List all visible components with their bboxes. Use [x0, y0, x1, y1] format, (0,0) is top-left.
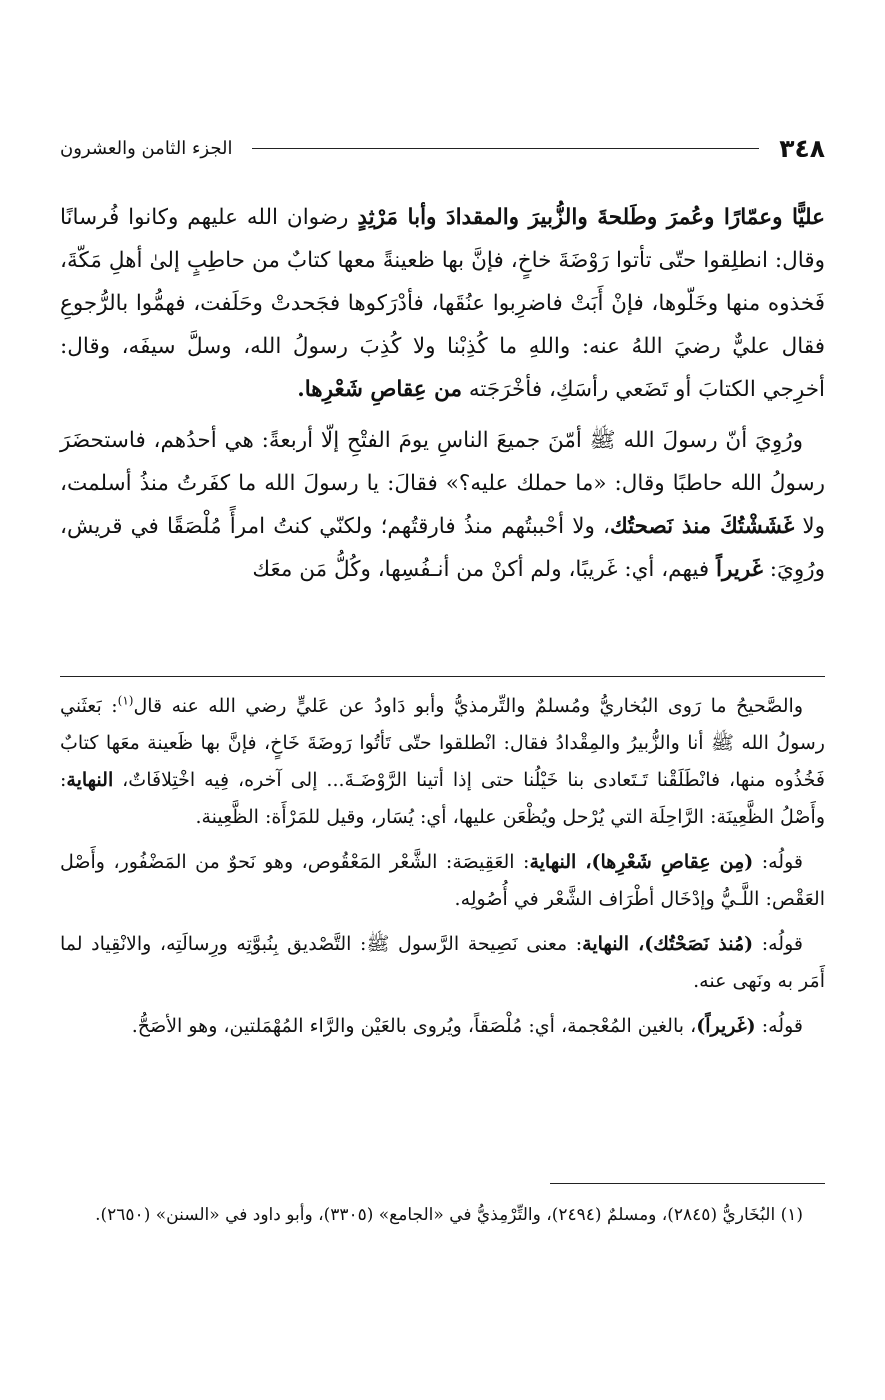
main-paragraph-2-bold-2: غَريراً: [716, 557, 763, 582]
commentary-1-text: والصَّحيحُ ما رَوى البُخاريُّ ومُسلمٌ والتِّرمذيُّ وأبو دَاودُ عن عَليٍّ رضي الله عنه قال: [133, 695, 803, 717]
main-paragraph-2-bold-1: غَشَشْتُكَ منذ نَصحتُك: [610, 514, 795, 539]
commentary-section: [60, 688, 825, 1053]
companions-names: عليًّا وعمّارًا وعُمرَ وطَلحةَ والزُّبيرَ والمقدادَ وأبا مَرْثِدٍ: [357, 205, 825, 230]
commentary-2-lead: قولُه:: [753, 851, 803, 873]
footnote-reference[interactable]: (١): [117, 693, 134, 708]
commentary-3-rest: : معنى نَصِيحة الرَّسول ﷺ: التَّصْديق بِنُبوَّتِه ورِسالَتِه، والانْقِياد لما أَمَر به ونَهى عنه.: [60, 933, 825, 992]
commentary-2-rest: : العَقِيصَة: الشَّعْر المَعْقُوص، وهو نَحوٌ من المَضْفُور، وأَصْل العَقْص: اللَّـيُّ وإدْخَال أطْرَاف الشَّعْر في أُصُولِه.: [60, 851, 825, 910]
commentary-paragraph-2: [60, 844, 825, 918]
document-page: [60, 0, 825, 1400]
main-paragraph-1: [60, 196, 825, 411]
commentary-divider: [60, 676, 825, 677]
commentary-3-lead: قولُه:: [753, 933, 803, 955]
commentary-paragraph-4: [60, 1008, 825, 1045]
main-paragraph-2-part-1: ورُوِيَ أنّ رسولَ الله ﷺ أمّنَ جميعَ الناسِ يومَ الفتْحِ إلّا أربعةً: هي أحدُهم، فاستحضَرَ رسولُ الله حاطبًا وقال: «ما حملك عليه؟» فقالَ: يا رسولَ الله ما كفَرتُ منذُ أسلمت، ولا: [60, 428, 825, 539]
header-rule: [252, 148, 759, 149]
running-title: الجزء الثامن والعشرون: [60, 137, 233, 159]
page-header: [60, 128, 825, 168]
main-paragraph-2: [60, 419, 825, 591]
commentary-1-end: : وأَصْلُ الظَّعِينَة: الرَّاحِلَة التي يُرْحل ويُظْعَن عليها، أي: يُسَار، وقيل للمَرْأَة: الظَّعِينة.: [60, 769, 825, 828]
page-number: ٣٤٨: [779, 133, 825, 163]
main-paragraph-1-bold-end: من عِقاصِ شَعْرِها.: [297, 377, 462, 402]
main-text: [60, 196, 825, 599]
commentary-4-bold: (غَريراً): [696, 1015, 756, 1037]
commentary-1-bold: النهاية: [66, 769, 114, 791]
main-paragraph-1-body: رضوان الله عليهم وكانوا فُرسانًا وقال: انطلِقوا حتّى تأتوا رَوْضَةَ خاخٍ، فإنَّ بها ظعينةً معها كتابٌ من حاطِبٍ إلىٰ أهلِ مَكّةَ، فَخذوه منها وخَلّوها، فإنْ أَبَتْ فاضرِبوا عنُقَها، فأدْرَكوها فجَحدتْ وحَلَفت، فهمُّوا بالرُّجوعِ فقال عليٌّ رضيَ اللهُ عنه: واللهِ ما كُذِبْنا ولا كُذِبَ رسولُ الله، وسلَّ سيفَه، وقال: أخرِجي الكتابَ أو تَضَعي رأسَكِ، فأخْرَجَته: [60, 205, 825, 402]
commentary-4-lead: قولُه:: [755, 1015, 803, 1037]
commentary-paragraph-1: [60, 688, 825, 836]
footnote-1: (١) البُخَاريُّ (٢٨٤٥)، ومسلمٌ (٢٤٩٤)، والتِّرْمِذيُّ في «الجامع» (٣٣٠٥)، وأبو داود في «السنن» (٢٦٥٠).: [95, 1205, 803, 1225]
main-paragraph-2-part-3: فيهم، أي: غَريبًا، ولم أكنْ من أنـفُسِها، وكُلُّ مَن معَك: [252, 557, 716, 582]
commentary-paragraph-3: [60, 926, 825, 1000]
commentary-4-rest: ، بالغين المُعْجمة، أي: مُلْصَقاً، ويُروى بالعَيْن والرَّاء المُهْمَلتين، وهو الأصَحُّ.: [131, 1015, 697, 1037]
commentary-3-bold: (مُنذ نَصَحْتُك)، النهاية: [582, 933, 754, 955]
footnote-divider: [550, 1183, 825, 1184]
footnote-section: [60, 1196, 825, 1234]
commentary-1-rest: : بَعثَني رسولُ الله ﷺ أنا والزُّبيرُ والمِقْدادُ فقال: انْطلقوا حتّى تَأتُوا رَوضَةَ خَاخٍ، فإنَّ بها ظَعينة معَها كتابٌ فَخُذُوه منها، فانْطَلَقْنا تَـتَعادى بنا خَيْلُنا حتى إذا أتينا الرَّوْضَـةَ... إلى آخره، فِيه اخْتِلافَاتٌ،: [60, 695, 825, 791]
commentary-2-bold: (مِن عِقاصِ شَعْرِها)، النهاية: [529, 851, 754, 873]
main-paragraph-2-part-2: ، ولا أحْببتُهم منذُ فارقتُهم؛ ولكنّي كنتُ امرأً مُلْصَقًا في قريش، ورُوِيَ:: [60, 514, 825, 582]
